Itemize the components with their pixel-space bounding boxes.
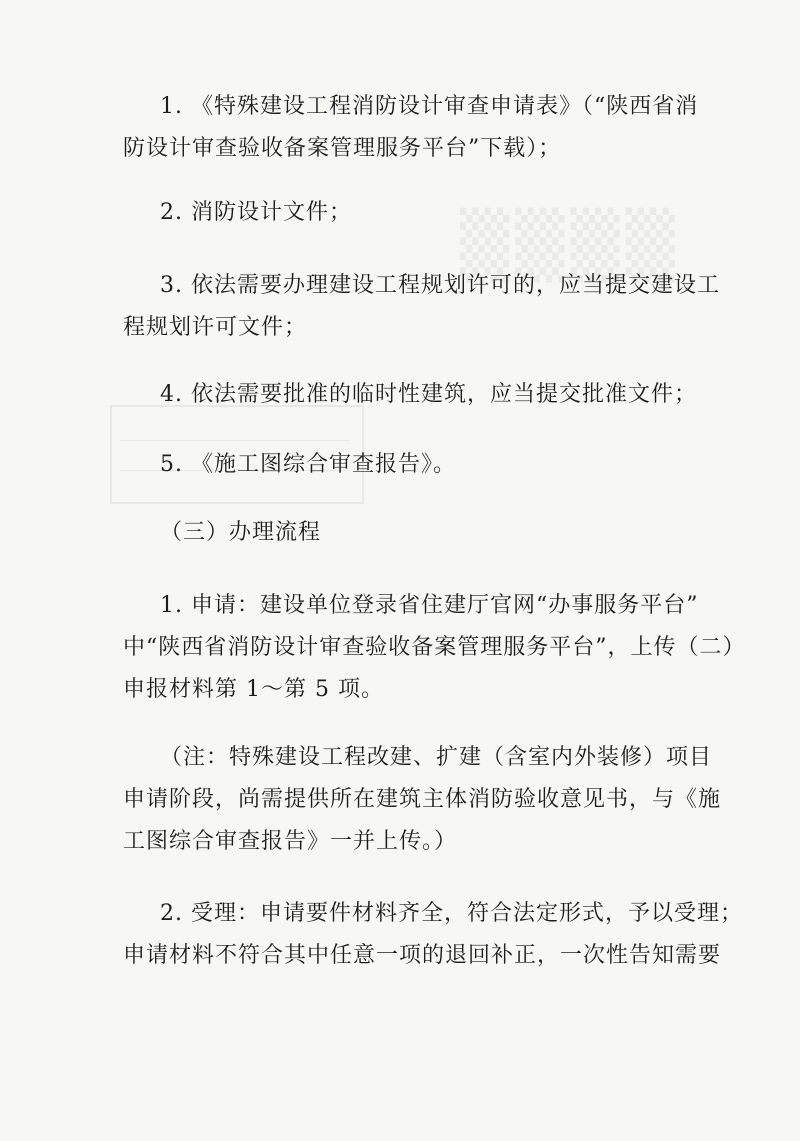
list-item-3-cont: 程规划许可文件； [123,315,308,340]
list-item-1-cont: 防设计审查验收备案管理服务平台”下载）； [123,136,562,161]
section-heading: （三）办理流程 [160,520,322,545]
note: （注：特殊建设工程改建、扩建（含室内外装修）项目 [160,745,713,770]
list-item-3: 3. 依法需要办理建设工程规划许可的，应当提交建设工 [160,273,720,298]
note-cont: 申请阶段，尚需提供所在建筑主体消防验收意见书，与《施 [123,787,722,812]
list-item-4: 4. 依法需要批准的临时性建筑，应当提交批准文件； [160,382,697,407]
step-1-cont: 中“陕西省消防设计审查验收备案管理服务平台”，上传（二） [123,635,746,660]
step-2: 2. 受理：申请要件材料齐全，符合法定形式，予以受理； [160,901,743,926]
list-item-1: 1. 《特殊建设工程消防设计审查申请表》（“陕西省消 [160,94,699,119]
show-through-text: ▒▒▒▒ [460,208,681,283]
step-2-cont: 申请材料不符合其中任意一项的退回补正，一次性告知需要 [123,943,722,968]
list-item-2: 2. 消防设计文件； [160,200,352,225]
list-item-5: 5. 《施工图综合审查报告》。 [160,452,456,477]
show-through-line [120,440,350,441]
note-cont: 工图综合审查报告》一并上传。） [123,829,458,854]
step-1: 1. 申请：建设单位登录省住建厅官网“办事服务平台” [160,593,699,618]
step-1-cont: 申报材料第 1～第 5 项。 [123,677,384,702]
